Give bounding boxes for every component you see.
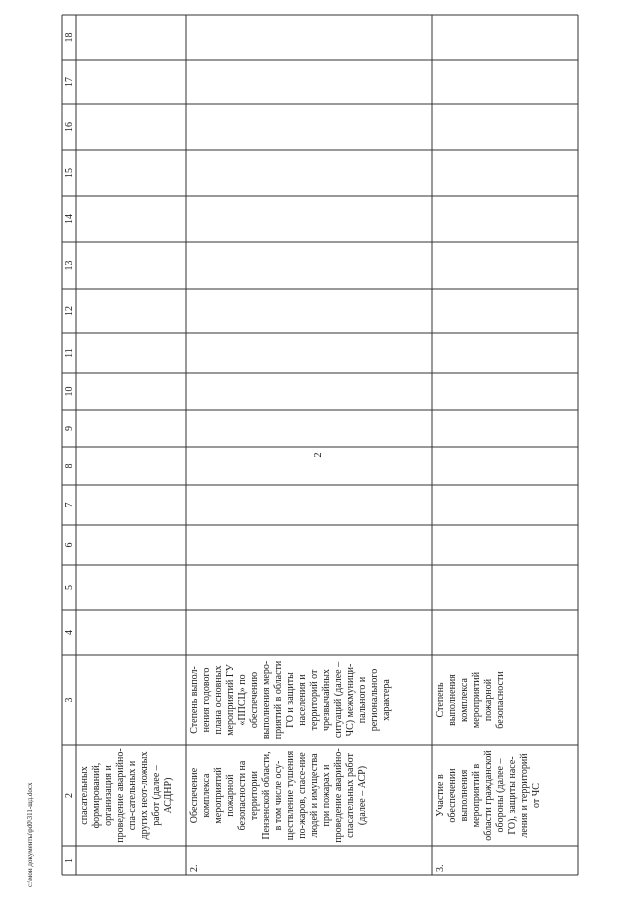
column-header-8: 8: [64, 463, 75, 469]
column-header-2: 2: [64, 793, 75, 798]
row-indicator: Степень выпол-нения годового плана основных мероприятий ГУ «ППСЦ» по обеспечению выполнения меро-приятий в области ГО и защиты населения и территорий от чрезвычайных ситуаций (далее – ЧС) межмуници-пального и регионального характера: [189, 660, 392, 740]
column-header-7: 7: [64, 502, 75, 508]
column-header-9: 9: [64, 426, 75, 431]
column-header-1: 1: [64, 858, 75, 863]
row-name: Участие в обеспечении выполнения мероприятий в области гражданской обороны (далее – ГО), защиты насе-ления и территорий от ЧС: [435, 750, 542, 841]
row-number: 3.: [435, 864, 446, 872]
row-name: Обеспечение комплекса мероприятий пожарной безопасности на территории Пензенской области, в том числе осу-ществление тушения по-жаров, спасе-ние людей и имущества при пожарах и проведение аварийно-спасательных работ (далее – АСР): [189, 748, 368, 843]
column-header-15: 15: [64, 168, 75, 178]
column-header-10: 10: [64, 386, 75, 397]
row-number: 2.: [189, 864, 200, 872]
column-header-11: 11: [64, 348, 75, 358]
page-number: 2: [313, 452, 324, 458]
column-header-4: 4: [64, 630, 75, 635]
row-name: спасательных формирований, организация и проведение аварийно-спа-сательных и других неот-ложных работ (далее – АСДНР): [79, 748, 174, 843]
row-indicator: Степень выполнения комплекса мероприятий пожарной безопасности: [435, 671, 506, 729]
footer-file-path: c:\мои документы\рd0\311-шд.docx: [26, 782, 34, 887]
column-header-3: 3: [64, 697, 75, 703]
column-header-18: 18: [64, 32, 75, 43]
column-header-5: 5: [64, 585, 75, 590]
column-header-14: 14: [64, 214, 75, 224]
column-header-16: 16: [64, 122, 75, 132]
column-header-17: 17: [64, 77, 75, 87]
column-header-13: 13: [64, 260, 75, 271]
column-header-12: 12: [64, 306, 75, 316]
column-header-6: 6: [64, 542, 75, 548]
